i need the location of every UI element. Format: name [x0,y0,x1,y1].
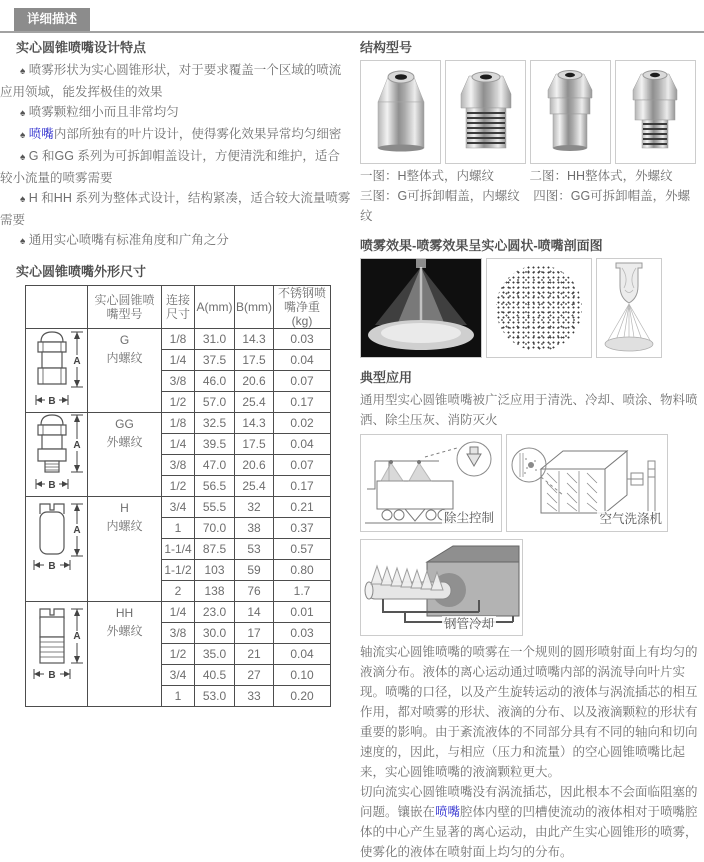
model-cell: HH 外螺纹 [88,602,162,707]
nozzle-g-image [534,64,608,160]
applications-heading: 典型应用 [360,370,413,385]
design-feature-item: ♠ G 和GG 系列为可拆卸帽盖设计，方便清洗和维护，适合较小流量的喷雾需要 [0,149,340,185]
table-data-cell: 32.5 [195,413,235,434]
spray-photo [360,258,482,358]
table-data-cell: 0.37 [274,518,331,539]
table-data-cell: 32 [235,497,274,518]
table-data-cell: 1-1/4 [162,539,195,560]
table-data-cell: 3/4 [162,665,195,686]
table-data-cell: 35.0 [195,644,235,665]
table-row [26,602,331,623]
table-data-cell: 17.5 [235,350,274,371]
table-data-cell: 14 [235,602,274,623]
app-pipe-cooling-image [360,539,523,636]
svg-text:A: A [72,630,81,642]
table-data-cell: 40.5 [195,665,235,686]
table-data-cell: 87.5 [195,539,235,560]
table-row [26,413,331,434]
table-data-cell: 0.80 [274,560,331,581]
table-data-cell: 47.0 [195,455,235,476]
structure-photos-row [360,60,700,164]
nozzle-photo-g [530,60,611,164]
table-data-cell: 0.57 [274,539,331,560]
caption-fig2: 二图：HH整体式，外螺纹 [529,169,673,183]
tab-detailed-description[interactable]: 详细描述 [14,8,90,31]
app-label-air-washer: 空气洗涤机 [599,512,662,526]
table-data-cell: 33 [235,686,274,707]
spade-bullet-icon: ♠ [20,66,26,77]
svg-text:A: A [72,440,81,451]
table-data-cell: 103 [195,560,235,581]
nozzle-photo-h [360,60,441,164]
nozzle-drawing-cell-h [26,497,88,602]
table-data-cell: 17 [235,623,274,644]
nozzle-term-link[interactable]: 喷嘴 [435,805,461,819]
structure-caption-line-1 [360,166,700,186]
table-data-cell: 55.5 [195,497,235,518]
table-header-cell: 连接尺寸 [162,286,195,329]
full-cone-dot-pattern [496,265,582,351]
nozzle-hh-image [449,64,523,160]
table-data-cell: 27 [235,665,274,686]
app-dust-control-image [360,434,502,532]
axial-flow-paragraph: 轴流实心圆锥喷嘴的喷雾在一个规则的圆形喷射面上有均匀的液滴分布。液体的离心运动通过喷嘴内部的涡流导向叶片实现。喷嘴的口径，以及产生旋转运动的液体与涡流插芯的相互作用，都对喷雾的形状、液滴的分布、以及液滴颗粒的形状有重要的影响。由于紊流液体的不同部分具有不同的轴向和切向速度的，因此，与相应（压力和流量）的空心圆锥喷嘴比起来，实心圆锥喷嘴的液滴颗粒更大。 [360,645,698,779]
table-data-cell: 1/8 [162,413,195,434]
table-data-cell: 17.5 [235,434,274,455]
table-data-cell: 3/8 [162,623,195,644]
table-data-cell: 0.17 [274,392,331,413]
spade-bullet-icon: ♠ [20,236,26,247]
svg-text:B: B [47,560,56,572]
design-feature-item: ♠ 喷雾颗粒细小而且非常均匀 [20,105,179,119]
svg-text:B: B [47,396,56,407]
design-features-heading: 实心圆锥喷嘴设计特点 [16,40,147,55]
table-data-cell: 14.3 [235,329,274,350]
table-data-cell: 1/4 [162,602,195,623]
structure-heading: 结构型号 [360,40,413,55]
spray-pattern [486,258,592,358]
design-features-list [0,60,352,252]
table-data-cell: 37.5 [195,350,235,371]
application-images-row-2 [360,534,700,636]
table-data-cell: 1/4 [162,434,195,455]
nozzle-h-image [364,64,438,160]
table-header-cell: 实心圆锥喷嘴型号 [88,286,162,329]
spade-bullet-icon: ♠ [20,108,26,119]
svg-text:B: B [47,480,56,491]
table-data-cell: 20.6 [235,455,274,476]
table-data-cell: 25.4 [235,392,274,413]
nozzle-photo-hh [445,60,526,164]
table-data-cell: 1 [162,518,195,539]
table-data-cell: 0.02 [274,413,331,434]
table-data-cell: 1.7 [274,581,331,602]
design-feature-item: ♠ 喷嘴内部所独有的叶片设计，使得雾化效果异常均匀细密 [20,127,342,141]
table-data-cell: 1/2 [162,644,195,665]
table-data-cell: 38 [235,518,274,539]
nozzle-cutaway-image [598,260,660,356]
dimensions-heading: 实心圆锥喷嘴外形尺寸 [16,264,147,279]
table-data-cell: 0.20 [274,686,331,707]
page-content [0,33,704,862]
nozzle-drawing-h [28,498,86,598]
nozzle-drawing-gg [28,413,86,493]
spray-photos-row [360,258,700,358]
structure-caption-line-2 [360,186,700,226]
caption-fig1: 一图：H整体式，内螺纹 [360,169,495,183]
model-cell: G 内螺纹 [88,329,162,413]
table-data-cell: 70.0 [195,518,235,539]
table-data-cell: 0.04 [274,434,331,455]
table-data-cell: 138 [195,581,235,602]
table-data-cell: 0.10 [274,665,331,686]
section-tab-bar [0,0,704,33]
table-data-cell: 31.0 [195,329,235,350]
applications-intro: 通用型实心圆锥喷嘴被广泛应用于清洗、冷却、喷涂、物料喷洒、除尘压灰、消防灭火 [360,393,698,427]
design-feature-item: ♠ 通用实心喷嘴有标准角度和广角之分 [20,233,229,247]
application-images-row [360,434,700,532]
nozzle-drawing-cell-hh [26,602,88,707]
spade-bullet-icon: ♠ [20,152,26,163]
table-data-cell: 46.0 [195,371,235,392]
table-data-cell: 1/2 [162,476,195,497]
spray-effect-heading: 喷雾效果-喷雾效果呈实心圆状-喷嘴剖面图 [360,238,603,253]
spray-cone-image [361,259,481,357]
table-data-cell: 0.04 [274,644,331,665]
table-data-cell: 30.0 [195,623,235,644]
table-data-cell: 3/8 [162,371,195,392]
table-data-cell: 20.6 [235,371,274,392]
table-data-cell: 1/4 [162,350,195,371]
table-data-cell: 0.21 [274,497,331,518]
table-data-cell: 3/4 [162,497,195,518]
table-data-cell: 0.01 [274,602,331,623]
svg-text:A: A [72,524,81,536]
table-data-cell: 53.0 [195,686,235,707]
left-column [0,33,352,707]
dimensions-table [25,285,331,707]
table-data-cell: 3/8 [162,455,195,476]
table-data-cell: 0.07 [274,455,331,476]
table-data-cell: 1/8 [162,329,195,350]
table-header-cell: B(mm) [235,286,274,329]
table-row [26,497,331,518]
spade-bullet-icon: ♠ [20,194,26,205]
nozzle-photo-gg [615,60,696,164]
table-row [26,329,331,350]
table-data-cell: 21 [235,644,274,665]
table-data-cell: 59 [235,560,274,581]
table-header-cell: 不锈钢喷嘴净重(kg) [274,286,331,329]
table-data-cell: 1/2 [162,392,195,413]
nozzle-drawing-g [28,329,86,409]
caption-fig3: 三图：G可拆卸帽盖，内螺纹 [360,189,520,203]
table-data-cell: 57.0 [195,392,235,413]
table-data-cell: 0.07 [274,371,331,392]
svg-text:A: A [72,356,81,367]
spade-bullet-icon: ♠ [20,130,26,141]
table-header-cell [26,286,88,329]
table-data-cell: 0.04 [274,350,331,371]
design-feature-item: ♠ H 和HH 系列为整体式设计，结构紧凑，适合较大流量喷雾需要 [0,191,351,227]
table-data-cell: 25.4 [235,476,274,497]
model-cell: GG 外螺纹 [88,413,162,497]
right-column [352,33,704,862]
nozzle-term-link[interactable]: 喷嘴 [28,127,54,141]
app-label-dust-control: 除尘控制 [443,511,494,525]
design-feature-item: ♠ 喷雾形状为实心圆锥形状，对于要求覆盖一个区域的喷流应用领域，能发挥极佳的效果 [0,63,342,99]
nozzle-drawing-hh [28,603,86,703]
table-header-cell: A(mm) [195,286,235,329]
table-data-cell: 53 [235,539,274,560]
table-data-cell: 0.03 [274,623,331,644]
model-cell: H 内螺纹 [88,497,162,602]
tangential-flow-paragraph: 切向流实心圆锥喷嘴没有涡流插芯，因此根本不会面临阻塞的问题。镶嵌在喷嘴腔体内壁的凹槽使流动的液体相对于喷嘴腔体的中心产生显著的离心运动，由此产生实心圆锥形的喷雾，使雾化的液体在喷射面上均匀的分布。 [360,785,698,859]
nozzle-section-diagram [596,258,662,358]
app-label-pipe-cooling: 钢管冷却 [443,617,494,631]
table-data-cell: 23.0 [195,602,235,623]
nozzle-drawing-cell-gg [26,413,88,497]
table-data-cell: 14.3 [235,413,274,434]
table-data-cell: 0.03 [274,329,331,350]
table-data-cell: 1 [162,686,195,707]
table-data-cell: 0.17 [274,476,331,497]
table-data-cell: 1-1/2 [162,560,195,581]
nozzle-drawing-cell-g [26,329,88,413]
table-data-cell: 39.5 [195,434,235,455]
app-air-washer-image [506,434,668,532]
table-data-cell: 76 [235,581,274,602]
caption-fig4: 四图：GG可拆卸帽盖，外螺纹 [360,189,691,223]
table-data-cell: 2 [162,581,195,602]
table-data-cell: 56.5 [195,476,235,497]
svg-text:B: B [47,669,56,681]
nozzle-gg-image [619,64,693,160]
